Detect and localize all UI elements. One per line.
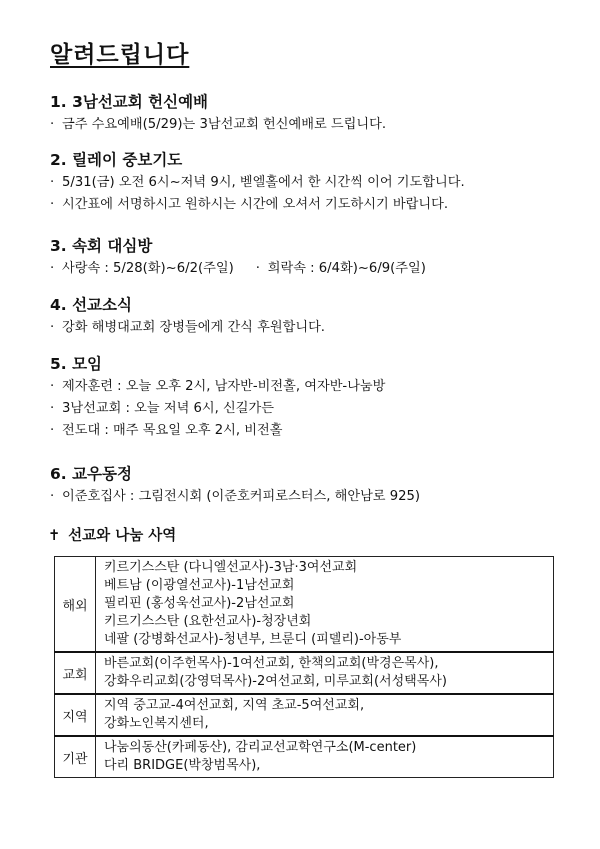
list-item: 강화노인복지센터,	[104, 716, 209, 731]
table-row	[55, 557, 554, 653]
items-cell	[96, 736, 554, 778]
list-item: 네팔 (강병화선교사)-청년부, 브룬디 (피델리)-아동부	[104, 632, 402, 647]
items-cell	[96, 694, 554, 736]
category-cell: 교회	[55, 652, 96, 694]
bullet: ·	[50, 379, 55, 394]
table-row	[55, 694, 554, 736]
table-row	[55, 736, 554, 778]
list-item: 베트남 (이광열선교사)-1남선교회	[104, 578, 295, 593]
bullet: ·	[50, 117, 55, 132]
bullet: ·	[50, 401, 55, 416]
cross-icon: ✝	[48, 528, 61, 544]
list-item: 필리핀 (홍성욱선교사)-2남선교회	[104, 596, 295, 611]
section-heading: 3. 속회 대심방	[50, 237, 153, 255]
bullet: ·	[50, 320, 55, 335]
section-heading: 4. 선교소식	[50, 296, 132, 314]
section-line: · 3남선교회 : 오늘 저녁 6시, 신길가든	[50, 398, 385, 420]
section-line: · 제자훈련 : 오늘 오후 2시, 남자반-비전홀, 여자반-나눔방	[50, 376, 385, 398]
list-item: 나눔의동산(카페동산), 감리교선교학연구소(M-center)	[104, 740, 417, 755]
list-item: 지역 중고교-4여선교회, 지역 초교-5여선교회,	[104, 698, 365, 713]
section-5	[50, 352, 385, 442]
section-heading: 5. 모임	[50, 355, 103, 373]
bullet: ·	[50, 489, 55, 504]
bullet: ·	[255, 261, 260, 276]
section-line: · 전도대 : 매주 목요일 오후 2시, 비전홀	[50, 420, 385, 442]
list-item: 다리 BRIDGE(박창범목사),	[104, 758, 261, 773]
section-line: · 이준호집사 : 그림전시회 (이준호커피로스터스, 해안남로 925)	[50, 486, 420, 508]
bullet: ·	[50, 175, 55, 190]
list-item: 키르기스스탄 (다니엘선교사)-3남·3여선교회	[104, 560, 358, 575]
page-title: 알려드립니다	[50, 42, 190, 68]
section-line: · 시간표에 서명하시고 원하시는 시간에 오셔서 기도하시기 바랍니다.	[50, 194, 465, 216]
category-cell: 지역	[55, 694, 96, 736]
section-line: · 금주 수요예배(5/29)는 3남선교회 헌신예배로 드립니다.	[50, 114, 386, 136]
mission-title: ✝ 선교와 나눔 사역	[48, 528, 177, 544]
section-1	[50, 90, 386, 136]
bullet: ·	[50, 423, 55, 438]
section-line: · 5/31(금) 오전 6시~저녁 9시, 벧엘홀에서 한 시간씩 이어 기도합니다.	[50, 172, 465, 194]
items-cell	[96, 652, 554, 694]
list-item: 바른교회(이주헌목사)-1여선교회, 한책의교회(박경은목사),	[104, 656, 439, 671]
category-cell: 해외	[55, 557, 96, 653]
section-heading: 6. 교우동정	[50, 465, 132, 483]
list-item: 키르기스스탄 (요한선교사)-청장년회	[104, 614, 312, 629]
list-item: 강화우리교회(강영덕목사)-2여선교회, 미루교회(서성택목사)	[104, 674, 447, 689]
section-line: · 강화 해병대교회 장병들에게 간식 후원합니다.	[50, 317, 325, 339]
section-heading: 1. 3남선교회 헌신예배	[50, 93, 209, 111]
bullet: ·	[50, 261, 55, 276]
bullet: ·	[50, 197, 55, 212]
section-6	[50, 462, 420, 508]
section-3	[50, 234, 426, 280]
section-heading: 2. 릴레이 중보기도	[50, 151, 183, 169]
items-cell	[96, 557, 554, 653]
section-4	[50, 293, 325, 339]
section-line: · 사랑속 : 5/28(화)~6/2(주일) · 희락속 : 6/4화)~6/9(주일)	[50, 258, 426, 280]
section-2	[50, 148, 465, 216]
mission-table	[54, 556, 554, 778]
category-cell: 기관	[55, 736, 96, 778]
table-row	[55, 652, 554, 694]
